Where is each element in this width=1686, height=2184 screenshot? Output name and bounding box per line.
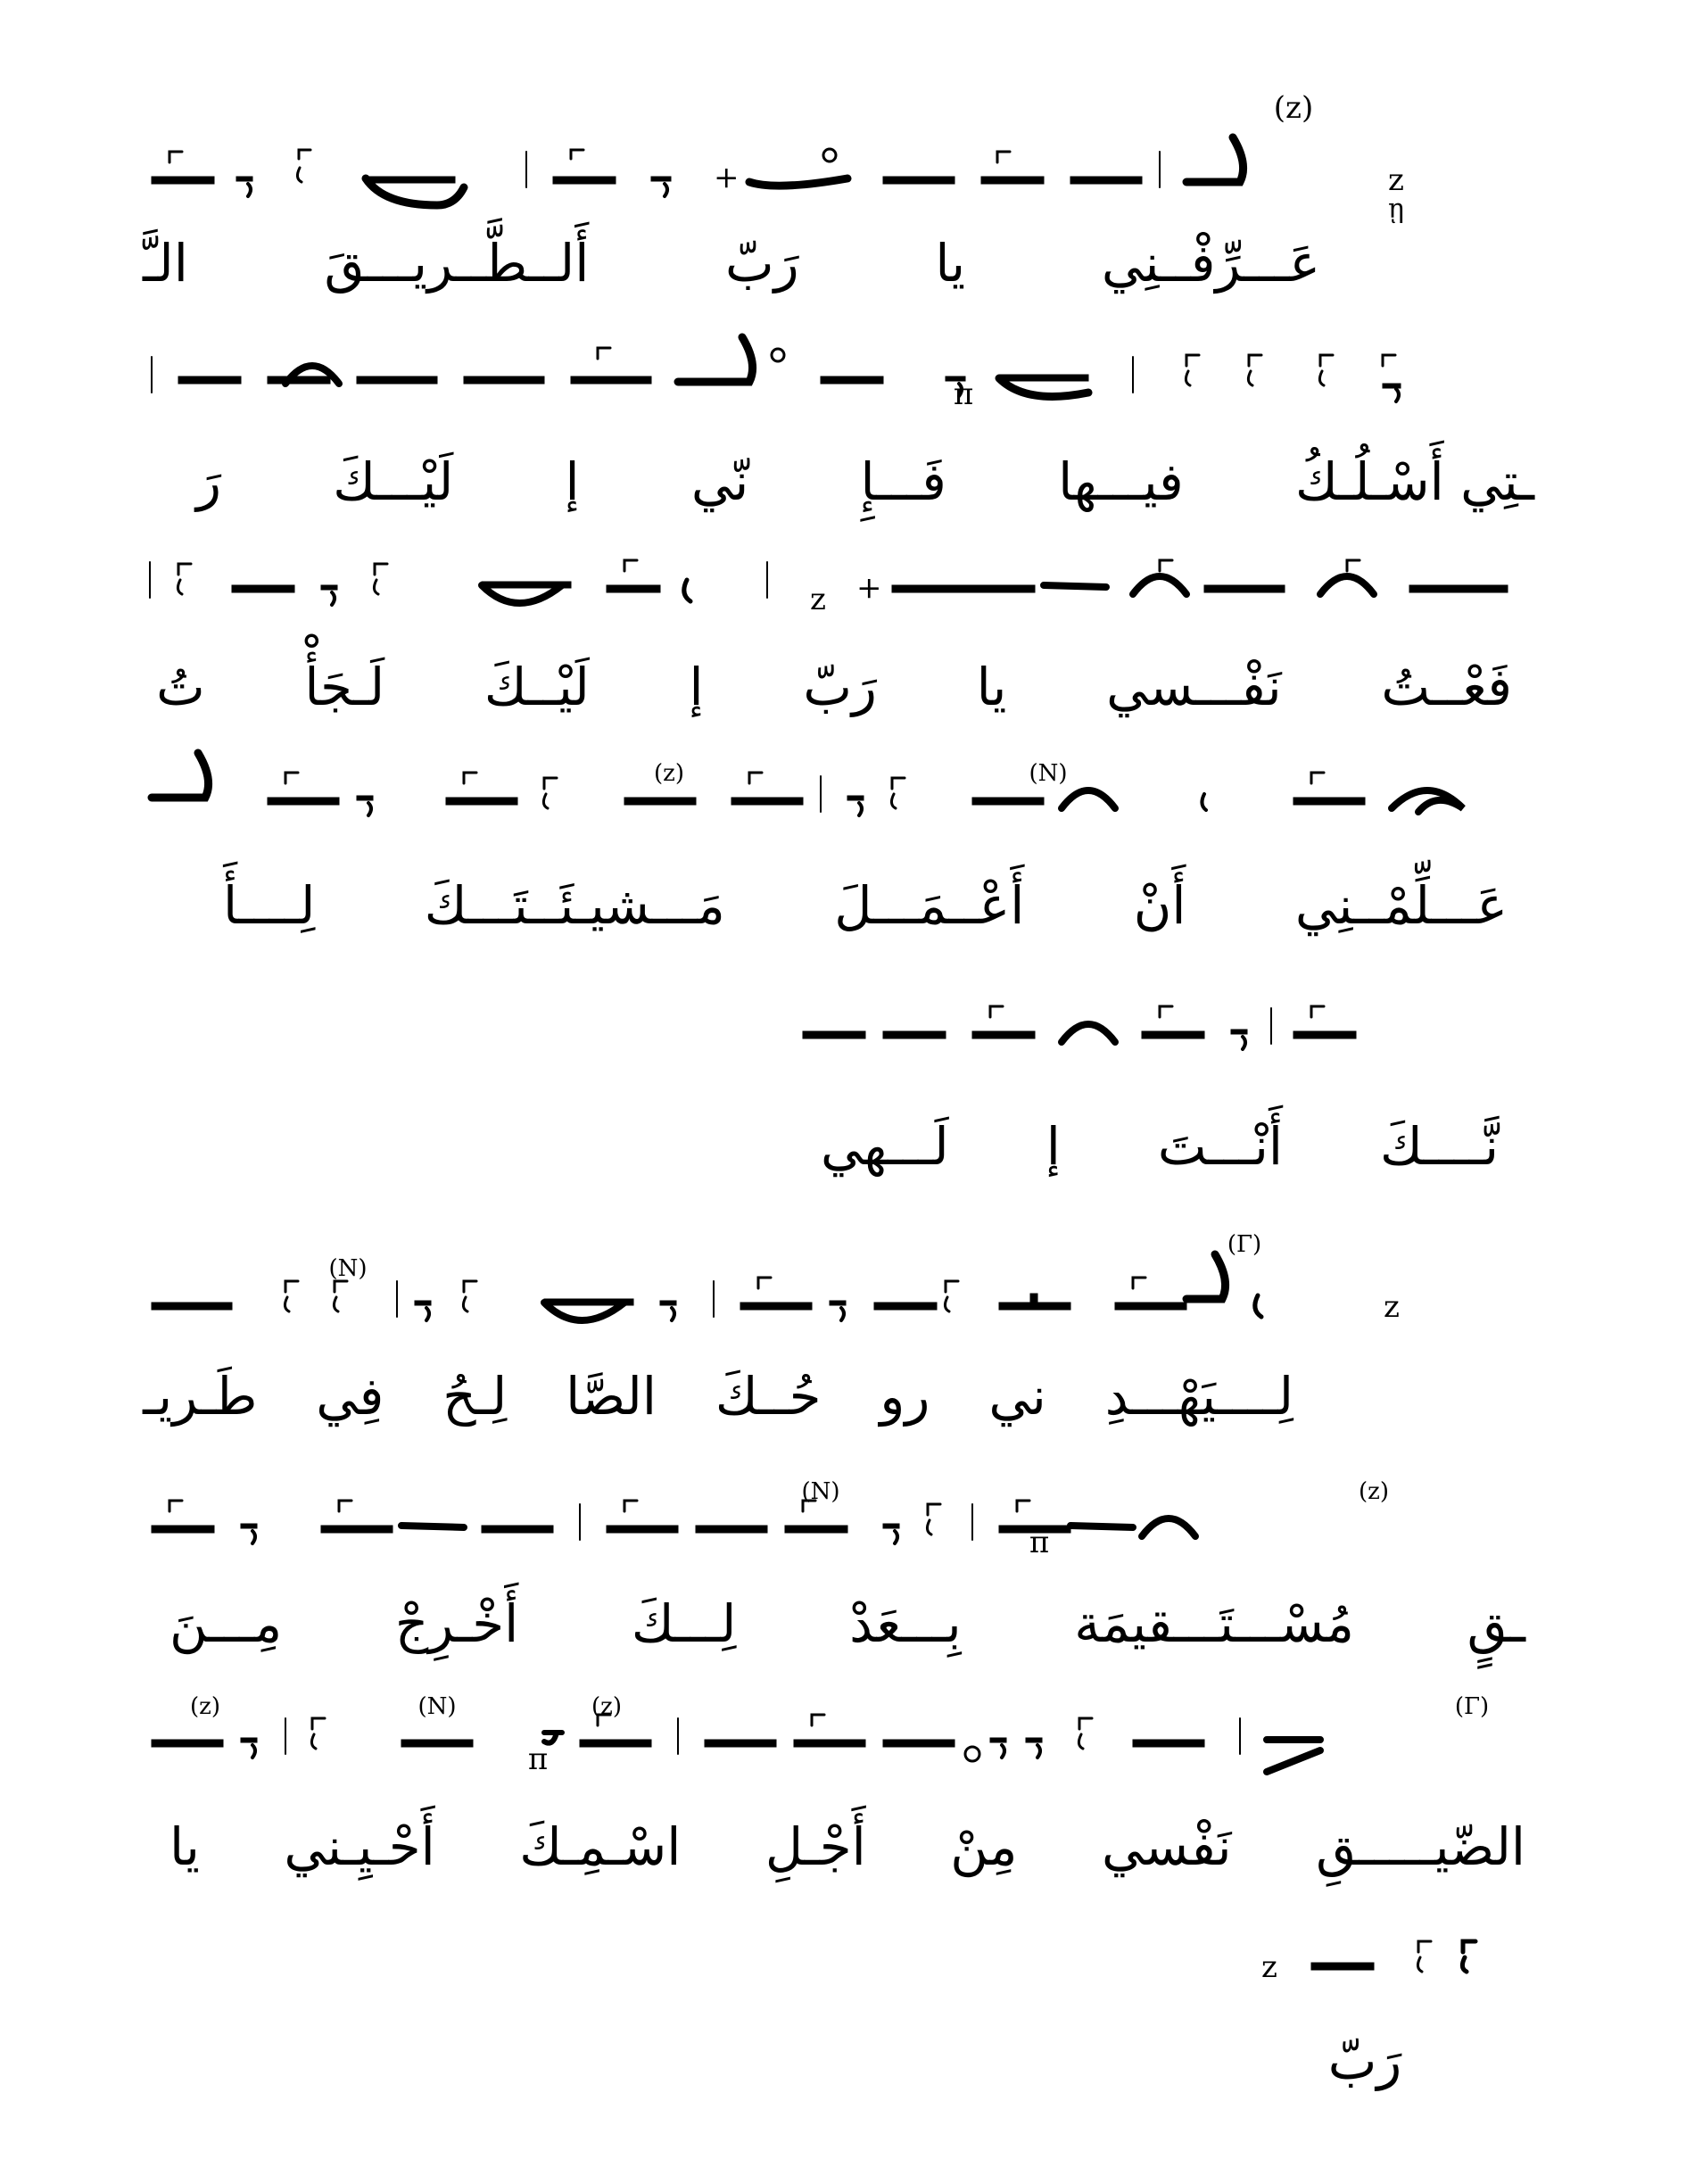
fthora-pa-1: π: [953, 376, 974, 412]
lyric-word: لَـــهي: [821, 1116, 949, 1177]
lyric-word: اسْـمِـكَ: [519, 1816, 682, 1877]
lyric-word: لِـــكَ: [631, 1593, 737, 1654]
lyric-word: حُــكَ: [715, 1366, 822, 1427]
lyric-line-9: [1311, 2025, 1418, 2097]
lyric-word: يا: [169, 1816, 200, 1877]
mark-ni-1: (N): [1029, 760, 1068, 787]
lyric-line-4: [223, 870, 1508, 941]
fthora-zo-3: z: [1384, 1289, 1400, 1325]
neume-row-3: [143, 544, 1534, 651]
neume-row-4: [143, 758, 1534, 865]
lyric-word: رَبّ: [725, 233, 799, 294]
lyric-word: أَجْـلِ: [764, 1816, 866, 1877]
neume-row-5: [785, 990, 1534, 1097]
lyric-word: عَـــلِّمْــنِي: [1294, 875, 1508, 936]
neume-row-9: [1302, 1918, 1534, 2025]
mark-zo-5: (z): [591, 1693, 622, 1720]
lyric-word: نّي: [690, 451, 749, 512]
lyric-word: مُسْـــتَـــقيمَة: [1074, 1593, 1354, 1654]
mark-ni-4: (N): [417, 1693, 457, 1720]
lyric-word: أَعْــمَـــلَ: [834, 875, 1025, 936]
lyric-word: فيـــها: [1058, 451, 1184, 512]
mark-ga-2: (Γ): [1454, 1693, 1490, 1720]
lyric-word: أَخْـرِجْ: [394, 1593, 519, 1654]
neume-line-3: [143, 544, 1534, 651]
fthora-zo-4: z: [1261, 1949, 1277, 1985]
lyric-word: أَنْ: [1133, 875, 1186, 936]
lyric-word: فَـــإِ: [860, 451, 946, 512]
lyric-line-3: [156, 651, 1512, 723]
neume-line-8: [143, 1695, 1534, 1802]
neume-row-8: [143, 1695, 1534, 1802]
lyric-word: نَفْـــسي: [1106, 657, 1282, 717]
fthora-mark-1: z: [1388, 162, 1404, 198]
lyric-line-5: [821, 1111, 1499, 1182]
lyric-word: مَـــشيـئَــتَـــكَ: [424, 875, 725, 936]
lyric-line-8: [169, 1811, 1525, 1882]
lyric-word: إ: [1045, 1116, 1061, 1177]
lyric-line-1: [143, 228, 1320, 299]
lyric-word: لَيْــكَ: [483, 657, 590, 717]
lyric-word: الصَّا: [566, 1366, 657, 1427]
neume-row-2: [143, 339, 1534, 446]
mark-zo-3: (z): [1359, 1478, 1389, 1505]
lyric-word: رَبّ: [803, 657, 877, 717]
neume-line-5: [785, 990, 1534, 1097]
lyric-word: مِنْ: [950, 1816, 1018, 1877]
lyric-word: إ: [565, 451, 580, 512]
lyric-word: أَنْـــتَ: [1157, 1116, 1284, 1177]
lyric-word: لَـجَأْ: [304, 657, 385, 717]
neume-line-2: [143, 339, 1534, 446]
lyric-word: إ: [689, 657, 704, 717]
lyric-line-6: [143, 1361, 1293, 1432]
lyric-word: تُ: [156, 657, 205, 717]
fthora-zo-2: z: [810, 582, 826, 617]
lyric-word: يا: [935, 233, 966, 294]
lyric-word: فِي: [316, 1366, 384, 1427]
fthora-pa-2: π: [1029, 1525, 1050, 1560]
lyric-word: ني: [988, 1366, 1046, 1427]
mark-zo-1: (z): [1273, 90, 1314, 126]
lyric-word: لِـحُ: [442, 1366, 508, 1427]
lyric-word: يا: [976, 657, 1007, 717]
lyric-line-2: [196, 446, 1534, 517]
lyric-word: رو: [880, 1366, 930, 1427]
fthora-pa-3: π: [527, 1741, 549, 1777]
lyric-word: الضّيـــــقِ: [1316, 1816, 1525, 1877]
neume-line-9: [1302, 1918, 1534, 2025]
mark-ga-1: (Γ): [1227, 1231, 1262, 1258]
lyric-word: مِـــنَ: [169, 1593, 283, 1654]
lyric-word: عَـــرِّفْــنِي: [1101, 233, 1320, 294]
lyric-word: فَعْــتُ: [1381, 657, 1512, 717]
neume-line-4: [143, 758, 1534, 865]
lyric-word: طَـريـ: [143, 1366, 258, 1427]
lyric-word: لِــــأَ: [223, 875, 316, 936]
lyric-word: أَحْـيِـني: [284, 1816, 435, 1877]
lyric-word: بِـــعَدْ: [849, 1593, 962, 1654]
mark-ni-3: (N): [801, 1478, 840, 1505]
mark-zo-4: (z): [190, 1693, 220, 1720]
plus-mark: +: [714, 160, 740, 195]
lyric-word: ـتِي أَسْـلُـكُ: [1294, 451, 1534, 512]
lyric-word: رَبّ: [1327, 2031, 1402, 2091]
lyric-word: لِــــيَهْـــدِ: [1104, 1366, 1293, 1427]
lyric-word: رَ: [196, 451, 222, 512]
lyric-word: نَّــــكَ: [1380, 1116, 1499, 1177]
lyric-word: ـقٍ: [1467, 1593, 1525, 1654]
lyric-word: الـَّ: [143, 233, 188, 294]
svg-text:+: +: [856, 570, 882, 606]
martyria-1: ῃ: [1388, 194, 1404, 225]
mark-ni-2: (N): [328, 1255, 368, 1282]
lyric-word: لَيْـــكَ: [333, 451, 454, 512]
lyric-word: نَفْسي: [1101, 1816, 1232, 1877]
mark-zo-2: (z): [654, 760, 684, 787]
lyric-word: أَلــطَّــريـــقَ: [324, 233, 590, 294]
lyric-line-7: [169, 1588, 1525, 1659]
